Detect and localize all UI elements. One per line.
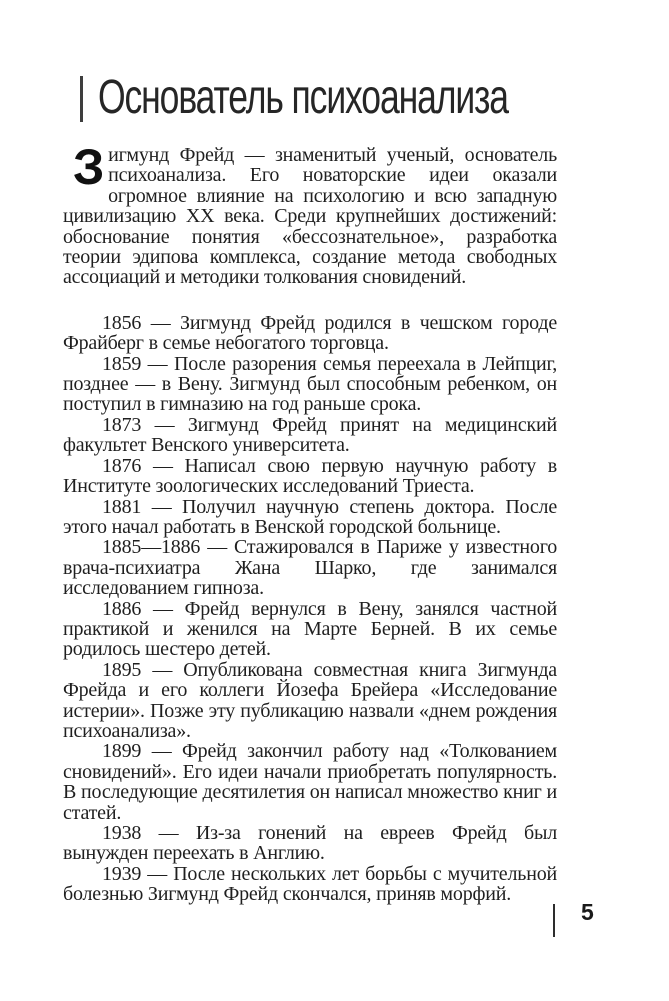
chapter-title-rule [80,76,83,122]
timeline-entry-1886: 1886 — Фрейд вернулся в Вену, занялся частной практикой и женился на Марте Берней. В их семье родилось шестеро детей. [63,597,557,661]
timeline-entry-1856: 1856 — Зигмунд Фрейд родился в чешском городе Фрайберг в семье небогатого торговца. [63,311,557,355]
chapter-title: Основатель психоанализа [98,71,508,124]
text-column [63,139,557,906]
timeline-entry-1873: 1873 — Зигмунд Фрейд принят на медицинский факультет Венского университета. [63,413,557,457]
drop-cap: З [73,139,105,195]
timeline-entry-1939: 1939 — После нескольких лет борьбы с мучительной болезнью Зигмунд Фрейд скончался, приняв морфий. [63,862,557,906]
intro-text: игмунд Фрейд — знаменитый ученый, основатель психоанализа. Его новаторские идеи оказали огромное влияние на психологию и всю западную цивилизацию XX века. Среди крупнейших достижений: обоснование понятия «бессознательное», разработка теории эдипова комплекса, создание метода свободных ассоциаций и методики толкования сновидений. [63,144,557,289]
timeline-entry-1885-1886: 1885—1886 — Стажировался в Париже у известного врача-психиатра Жана Шарко, где занимался исследованием гипноза. [63,536,557,600]
timeline-entry-1859: 1859 — После разорения семья переехала в Лейпциг, позднее — в Вену. Зигмунд был способным ребенком, он поступил в гимназию на год раньше срока. [63,352,557,416]
chapter-header [80,71,652,124]
timeline-entry-1899: 1899 — Фрейд закончил работу над «Толкованием сновидений». Его идеи начали приобретать популярность. В последующие десятилетия он написал множество книг и статей. [63,740,557,824]
page-number: 5 [581,899,594,925]
page-number-rule [553,904,555,937]
timeline-entry-1938: 1938 — Из-за гонений на евреев Фрейд был вынужден переехать в Англию. [63,822,557,865]
intro-paragraph [63,139,557,289]
timeline-entry-1876: 1876 — Написал свою первую научную работу в Институте зоологических исследований Триеста. [63,454,557,498]
timeline-entry-1895: 1895 — Опубликована совместная книга Зигмунда Фрейда и его коллеги Йозефа Брейера «Исследование истерии». Позже эту публикацию назвали «днем рождения психоанализа». [63,658,557,742]
timeline-entry-1881: 1881 — Получил научную степень доктора. После этого начал работать в Венской городской больнице. [63,495,557,538]
